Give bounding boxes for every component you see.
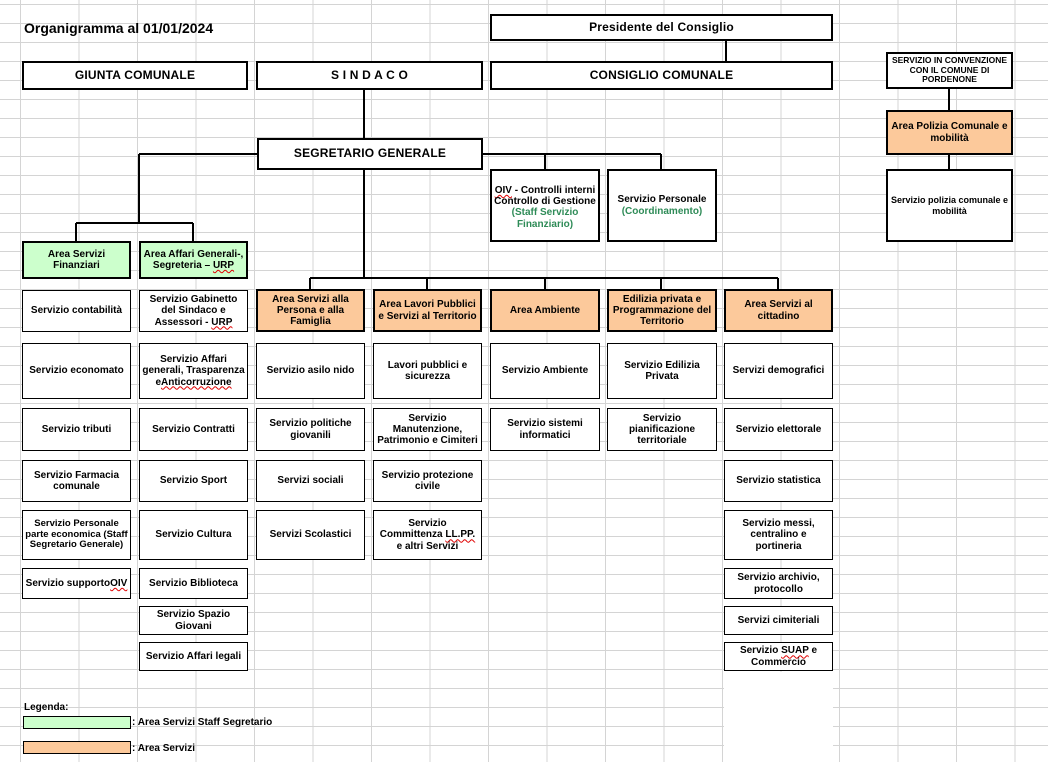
servizio-personale-text: Servizio Personale [617, 194, 707, 206]
col1-item-box: Servizio contabilità [22, 290, 131, 332]
commercio-text: e Commercio [750, 645, 818, 668]
servizio-committenza-box [373, 510, 482, 560]
col6-item-box: Servizio pianificazione territoriale [607, 408, 717, 451]
area-lavori-pubblici-box: Area Lavori Pubblici e Servizi al Territorio [373, 289, 482, 332]
coordinamento-text: (Coordinamento) [621, 205, 703, 217]
page-title: Organigramma al 01/01/2024 [24, 20, 214, 36]
col2-item-box: Servizio Cultura [139, 510, 248, 560]
legend-swatch-green [23, 716, 131, 729]
col2-item-box: Servizio Biblioteca [139, 568, 248, 599]
gabinetto-text: Servizio Gabinetto del Sindaco e Assessori - [149, 294, 238, 328]
oiv-text: OIV [494, 185, 512, 196]
col3-item-box: Servizio politiche giovanili [256, 408, 365, 451]
suap-text: SUAP [781, 645, 809, 657]
col5-item-box: Servizio Ambiente [490, 343, 600, 399]
col5-item-box: Servizio sistemi informatici [490, 408, 600, 451]
col7-item-box: Servizio messi, centralino e portineria [724, 510, 833, 560]
legend-label-green: : Area Servizi Staff Segretario [132, 717, 273, 728]
anticorruzione-text: Anticorruzione [161, 376, 232, 388]
gabinetto-urp-text: URP [211, 316, 233, 328]
col7-item-box: Servizi cimiteriali [724, 606, 833, 635]
col2-item-box: Servizio Affari legali [139, 642, 248, 671]
col7-item-box: Servizio archivio, protocollo [724, 568, 833, 599]
urp-text: URP [212, 260, 235, 271]
oiv-link-text: OIV [110, 577, 128, 589]
col2-item-box: Servizio Spazio Giovani [139, 606, 248, 635]
oiv-note-text: (Staff Servizio Finanziario) [511, 207, 579, 230]
supporto-text: Servizio supporto [25, 577, 111, 589]
col3-item-box: Servizi sociali [256, 460, 365, 502]
servizio-polizia-box: Servizio polizia comunale e mobilità [886, 169, 1013, 242]
servizio-affari-generali-box [139, 343, 248, 399]
col1-item-box: Servizio Farmacia comunale [22, 460, 131, 502]
col7-item-box: Servizi demografici [724, 343, 833, 399]
convenzione-header-box: SERVIZIO IN CONVENZIONE CON IL COMUNE DI PORDENONE [886, 52, 1013, 89]
area-servizi-finanziari-box: Area Servizi Finanziari [22, 241, 131, 279]
col4-item-box: Lavori pubblici e sicurezza [373, 343, 482, 399]
suap-line1: Servizio [739, 645, 779, 657]
affari-generali-text: Servizio Affari generali, Trasparenza e [142, 354, 245, 388]
consiglio-comunale-box: CONSIGLIO COMUNALE [490, 61, 833, 90]
segretario-generale-box: SEGRETARIO GENERALE [257, 138, 483, 170]
servizio-suap-box [724, 642, 833, 671]
llpp-text: LL.PP. [445, 529, 476, 541]
col1-item-box: Servizio Personale parte economica (Staff Segretario Generale) [22, 510, 131, 560]
servizio-gabinetto-box [139, 290, 248, 332]
col1-item-box: Servizio tributi [22, 408, 131, 451]
controllo-gestione-text: Controllo di Gestione [494, 196, 596, 208]
col2-item-box: Servizio Sport [139, 460, 248, 502]
area-polizia-box: Area Polizia Comunale e mobilità [886, 110, 1013, 155]
legend-title: Legenda: [24, 702, 69, 713]
area-affari-generali-box [139, 241, 248, 279]
col6-item-box: Servizio Edilizia Privata [607, 343, 717, 399]
col4-item-box: Servizio protezione civile [373, 460, 482, 502]
col1-item-box: Servizio economato [22, 343, 131, 399]
servizio-personale-box [607, 169, 717, 242]
area-edilizia-privata-box: Edilizia privata e Programmazione del Territorio [607, 289, 717, 332]
area-affari-line1: Area Affari Generali-, [143, 248, 244, 260]
altri-servizi-text: e altri Servizi [396, 540, 459, 552]
col4-item-box: Servizio Manutenzione, Patrimonio e Cimiteri [373, 408, 482, 451]
area-servizi-persona-box: Area Servizi alla Persona e alla Famiglia [256, 289, 365, 332]
legend-label-orange: : Area Servizi [132, 743, 195, 754]
oiv-controlli-text: - Controlli interni [511, 185, 596, 196]
blank-area [724, 672, 833, 762]
col7-item-box: Servizio elettorale [724, 408, 833, 451]
col2-item-box: Servizio Contratti [139, 408, 248, 451]
sindaco-box: S I N D A C O [256, 61, 483, 90]
presidente-consiglio-box: Presidente del Consiglio [490, 14, 833, 41]
legend-swatch-orange [23, 741, 131, 754]
servizio-supporto-oiv-box [22, 568, 131, 599]
giunta-comunale-box: GIUNTA COMUNALE [22, 61, 248, 90]
area-servizi-cittadino-box: Area Servizi al cittadino [724, 289, 833, 332]
area-ambiente-box: Area Ambiente [490, 289, 600, 332]
col3-item-box: Servizio asilo nido [256, 343, 365, 399]
oiv-box [490, 169, 600, 242]
area-affari-line2: Segreteria – [152, 260, 213, 271]
col3-item-box: Servizi Scolastici [256, 510, 365, 560]
committenza-text: Servizio Committenza [379, 518, 447, 541]
col7-item-box: Servizio statistica [724, 460, 833, 502]
